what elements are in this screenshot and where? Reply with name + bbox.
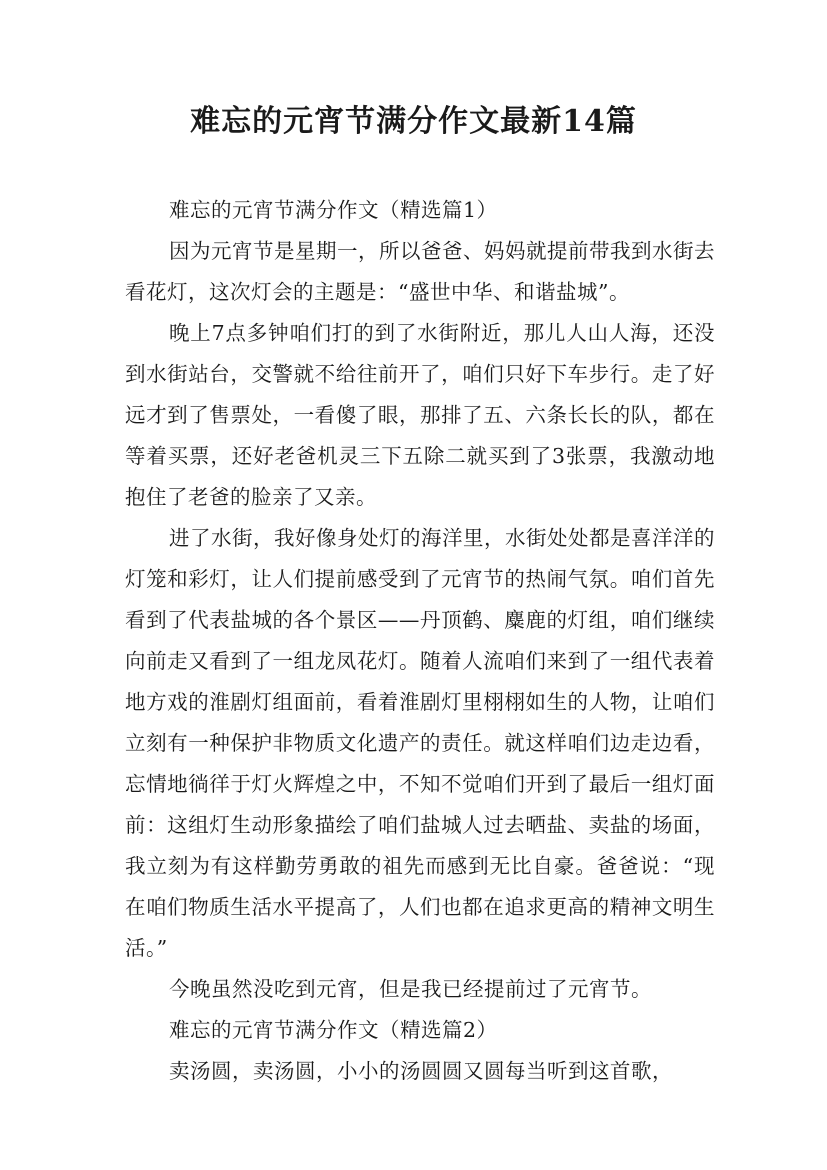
body-paragraph: 晚上7点多钟咱们打的到了水街附近，那儿人山人海，还没到水街站台，交警就不给往前开了，咱们只好下车步行。走了好远才到了售票处，一看傻了眼，那排了五、六条长长的队，都在等着买票，还好老爸机灵三下五除二就买到了3张票，我激动地抱住了老爸的脸亲了又亲。 [125,321,715,509]
body-paragraph: 进了水街，我好像身处灯的海洋里，水街处处都是喜洋洋的灯笼和彩灯，让人们提前感受到了元宵节的热闹气氛。咱们首先看到了代表盐城的各个景区——丹顶鹤、麋鹿的灯组，咱们继续向前走又看到了一组龙凤花灯。随着人流咱们来到了一组代表着地方戏的淮剧灯组面前，看着淮剧灯里栩栩如生的人物，让咱们立刻有一种保护非物质文化遗产的责任。就这样咱们边走边看，忘情地徜徉于灯火辉煌之中，不知不觉咱们开到了最后一组灯面前：这组灯生动形象描绘了咱们盐城人过去晒盐、卖盐的场面，我立刻为有这样勤劳勇敢的祖先而感到无比自豪。爸爸说：“现在咱们物质生活水平提高了，人们也都在追求更高的精神文明生活。” [125,526,715,960]
body-paragraph: 卖汤圆，卖汤圆，小小的汤圆圆又圆每当听到这首歌， [169,1059,673,1083]
section-heading-2: 难忘的元宵节满分作文（精选篇2） [169,1018,498,1042]
document-body [125,190,715,1092]
section-heading-1: 难忘的元宵节满分作文（精选篇1） [169,198,498,222]
body-paragraph: 今晚虽然没吃到元宵，但是我已经提前过了元宵节。 [169,977,652,1001]
document-title: 难忘的元宵节满分作文最新14篇 [190,104,637,139]
body-paragraph: 因为元宵节是星期一，所以爸爸、妈妈就提前带我到水街去看花灯，这次灯会的主题是：“盛世中华、和谐盐城”。 [125,239,715,304]
